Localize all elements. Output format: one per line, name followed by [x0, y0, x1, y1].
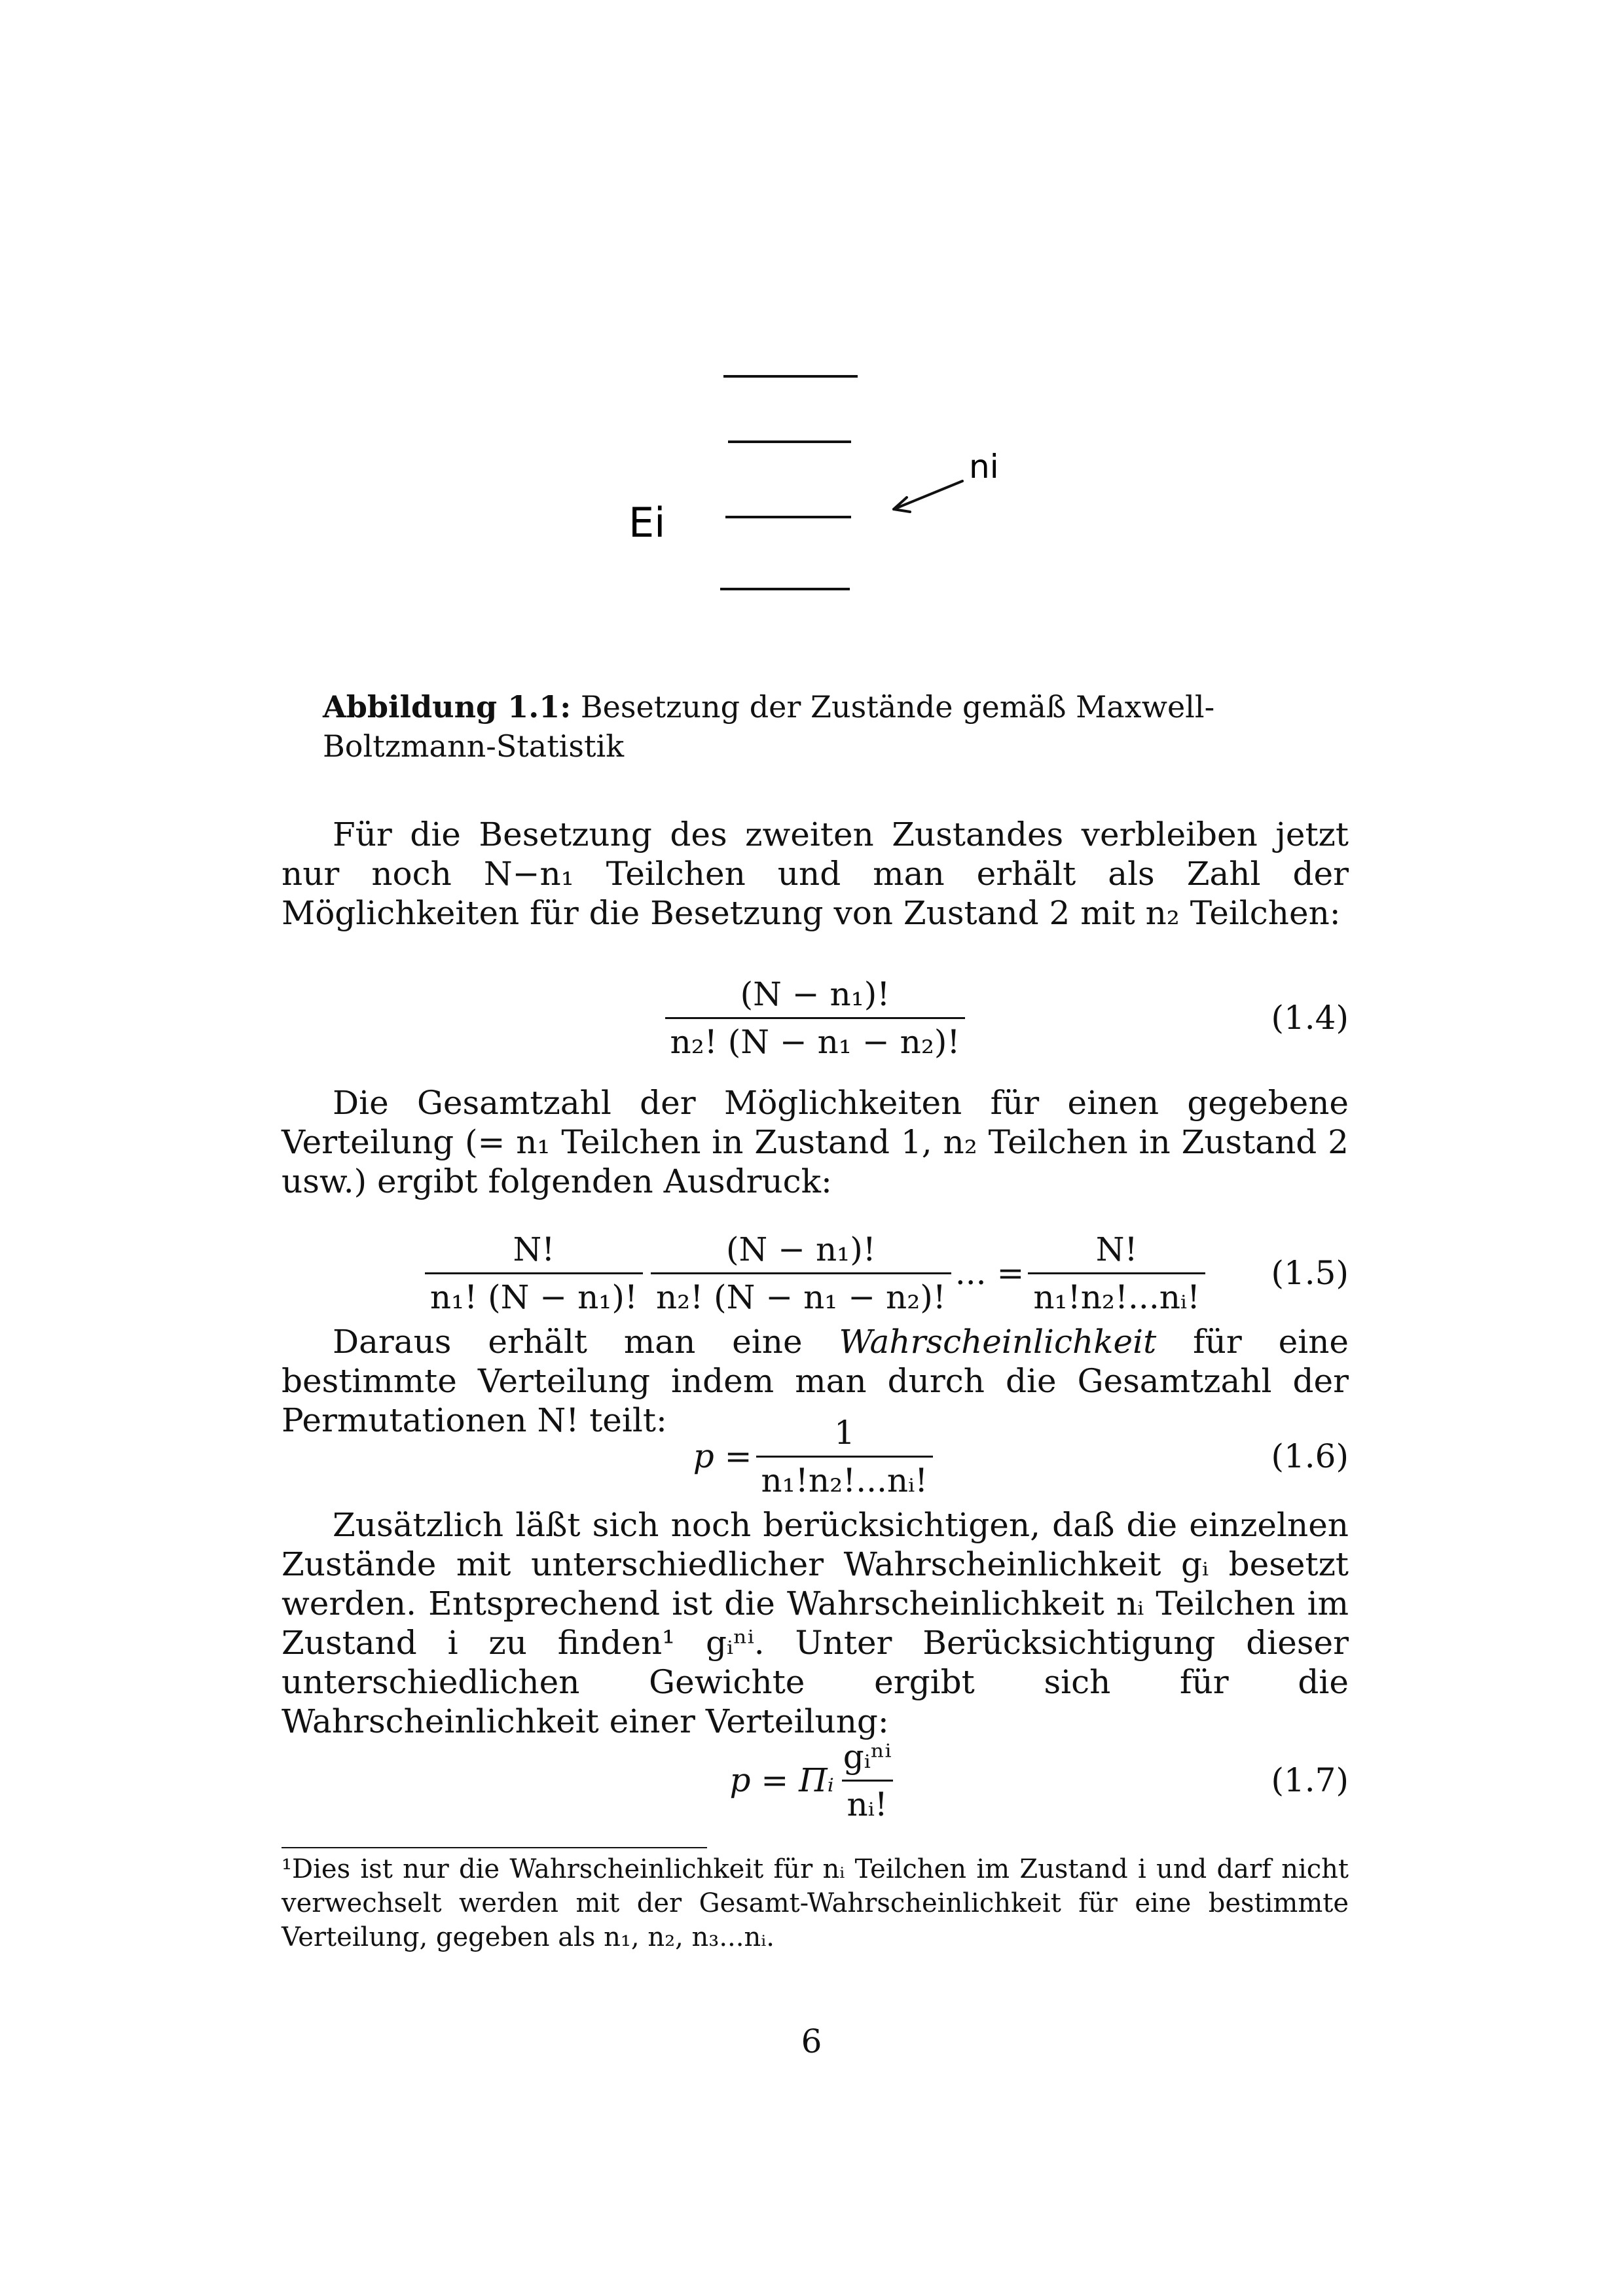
- paragraph-4: Zusätzlich läßt sich noch berücksichtigen, daß die einzelnen Zustände mit unterschiedlicher Wahrscheinlichkeit gᵢ besetzt werden. Entsprechend ist die Wahrscheinlichkeit nᵢ Teilchen im Zustand i zu finden¹ gᵢⁿⁱ. Unter Berücksichtigung dieser unterschiedlichen Gewichte ergibt sich für die Wahrscheinlichkeit einer Verteilung:: [282, 1506, 1349, 1740]
- figure-label-left: Ei: [629, 499, 666, 547]
- eq15-fraction-3: [1028, 1230, 1205, 1316]
- eq17-lhs: p = Πᵢ: [729, 1761, 834, 1799]
- eq16-fraction: [756, 1414, 934, 1499]
- paragraph-3-a: Daraus erhält man eine: [333, 1323, 839, 1361]
- equation-1-5: [282, 1227, 1349, 1319]
- eq16-lhs: p =: [693, 1437, 752, 1475]
- eq17-denominator: nᵢ!: [842, 1780, 893, 1823]
- eq15-dots: ... =: [955, 1254, 1025, 1292]
- footnote: ¹Dies ist nur die Wahrscheinlichkeit für nᵢ Teilchen im Zustand i und darf nicht verwechselt werden mit der Gesamt-Wahrscheinlichkeit für eine bestimmte Verteilung, gegeben als n₁, n₂, n₃...nᵢ.: [282, 1854, 1349, 1952]
- paragraph-1: Für die Besetzung des zweiten Zustandes verbleiben jetzt nur noch N−n₁ Teilchen und man erhält als Zahl der Möglichkeiten für die Besetzung von Zustand 2 mit n₂ Teilchen:: [282, 816, 1349, 932]
- eq14-number: (1.4): [1271, 999, 1349, 1037]
- eq17-numerator: gᵢⁿⁱ: [843, 1737, 892, 1776]
- energy-level-figure: [576, 340, 1074, 681]
- eq15-f3-numerator: N!: [1095, 1230, 1138, 1268]
- eq16-numerator: 1: [833, 1413, 855, 1452]
- eq16-denominator: n₁!n₂!...nᵢ!: [756, 1456, 934, 1499]
- equation-1-7: [282, 1734, 1349, 1826]
- caption-text: Besetzung der Zustände gemäß Maxwell-Boltzmann-Statistik: [323, 689, 1215, 764]
- equation-1-4: [282, 972, 1349, 1064]
- eq15-number: (1.5): [1271, 1254, 1349, 1292]
- eq14-denominator: n₂! (N − n₁ − n₂)!: [665, 1017, 966, 1061]
- eq15-f2-numerator: (N − n₁)!: [726, 1230, 876, 1268]
- eq15-f3-denominator: n₁!n₂!...nᵢ!: [1028, 1272, 1205, 1316]
- eq15-f2-denominator: n₂! (N − n₁ − n₂)!: [651, 1272, 951, 1316]
- eq14-numerator: (N − n₁)!: [740, 975, 890, 1013]
- eq17-fraction: [838, 1738, 897, 1823]
- eq15-fraction-1: [425, 1230, 643, 1316]
- eq14-fraction: [665, 975, 966, 1061]
- page-number: 6: [801, 2022, 822, 2060]
- figure-label-right: ni: [969, 448, 999, 486]
- eq16-number: (1.6): [1271, 1437, 1349, 1475]
- figure-caption: [323, 687, 1351, 766]
- arrow-icon: [894, 481, 962, 512]
- paragraph-3-emphasis: Wahrscheinlichkeit: [839, 1323, 1157, 1361]
- caption-label: Abbildung 1.1:: [323, 689, 572, 725]
- eq15-fraction-2: [651, 1230, 951, 1316]
- eq17-number: (1.7): [1271, 1761, 1349, 1799]
- eq15-f1-denominator: n₁! (N − n₁)!: [425, 1272, 643, 1316]
- paragraph-3-b: für eine bestimmte Verteilung indem man durch die Gesamtzahl der Permutationen N! teilt:: [282, 1323, 1349, 1439]
- eq15-f1-numerator: N!: [513, 1230, 555, 1268]
- footnote-rule: [282, 1847, 707, 1848]
- paragraph-2: Die Gesamtzahl der Möglichkeiten für einen gegebene Verteilung (= n₁ Teilchen in Zustand 1, n₂ Teilchen in Zustand 2 usw.) ergibt folgenden Ausdruck:: [282, 1084, 1349, 1200]
- equation-1-6: [282, 1410, 1349, 1502]
